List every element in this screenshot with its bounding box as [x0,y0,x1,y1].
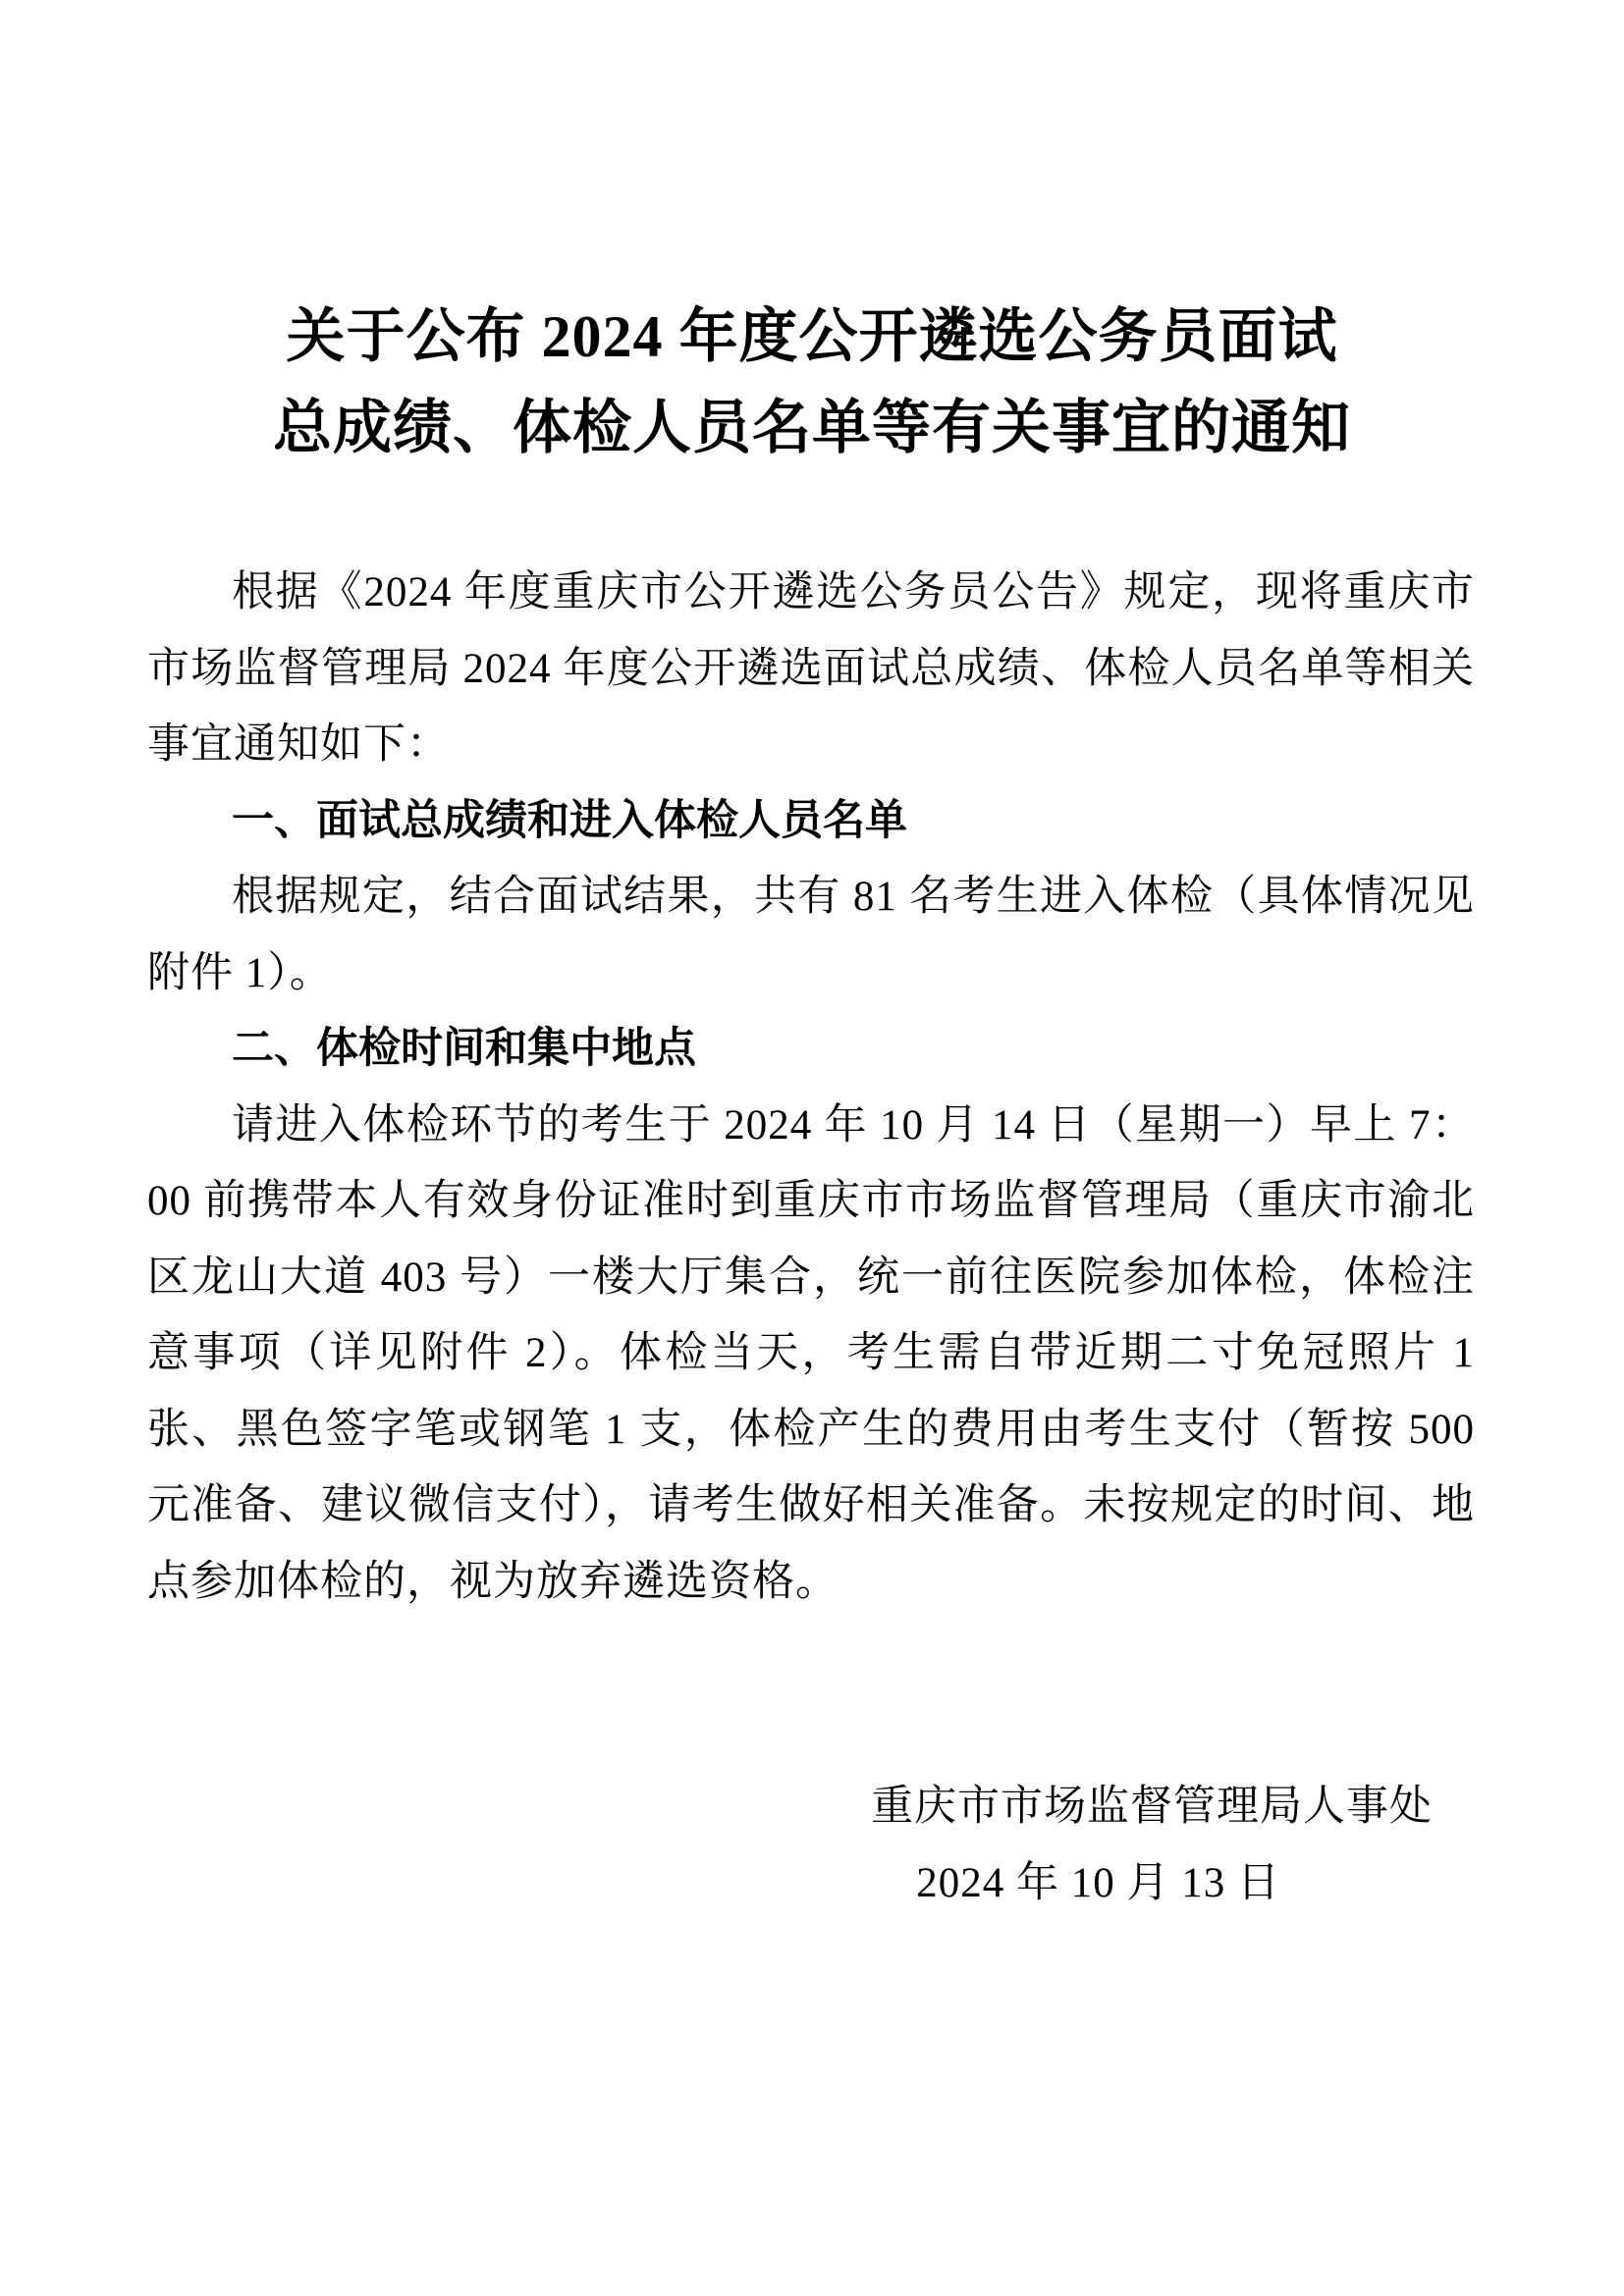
section-2-heading: 二、体检时间和集中地点 [232,1025,696,1072]
notice-title [128,292,1496,474]
signature-organization: 重庆市市场监督管理局人事处 [871,1784,1433,1830]
signature-block [0,1769,1624,1922]
intro-paragraph: 根据《2024 年度重庆市公开遴选公务员公告》规定，现将重庆市市场监督管理局 2024 年度公开遴选面试总成绩、体检人员名单等相关事宜通知如下： [147,569,1475,768]
section-1-heading: 一、面试总成绩和进入体检人员名单 [232,796,907,844]
signature-date: 2024 年 10 月 13 日 [916,1860,1280,1906]
section-1-paragraph: 根据规定，结合面试结果，共有 81 名考生进入体检（具体情况见附件 1）。 [147,874,1475,996]
notice-body [147,555,1475,1620]
notice-title-line-1: 关于公布 2024 年度公开遴选公务员面试 [286,304,1338,369]
section-2-paragraph: 请进入体检环节的考生于 2024 年 10 月 14 日（星期一）早上 7：00 前携带本人有效身份证准时到重庆市市场监督管理局（重庆市渝北区龙山大道 403 号）一楼大厅集合，统一前往医院参加体检，体检注意事项（详见附件 2）。体检当天，考生需自带近期二寸免冠照片 1 张、黑色签字笔或钢笔 1 支，体检产生的费用由考生支付（暂按 500 元准备、建议微信支付），请考生做好相关准备。未按规定的时间、地点参加体检的，视为放弃遴选资格。 [147,1101,1475,1605]
notice-title-line-2: 总成绩、体检人员名单等有关事宜的通知 [273,396,1351,460]
